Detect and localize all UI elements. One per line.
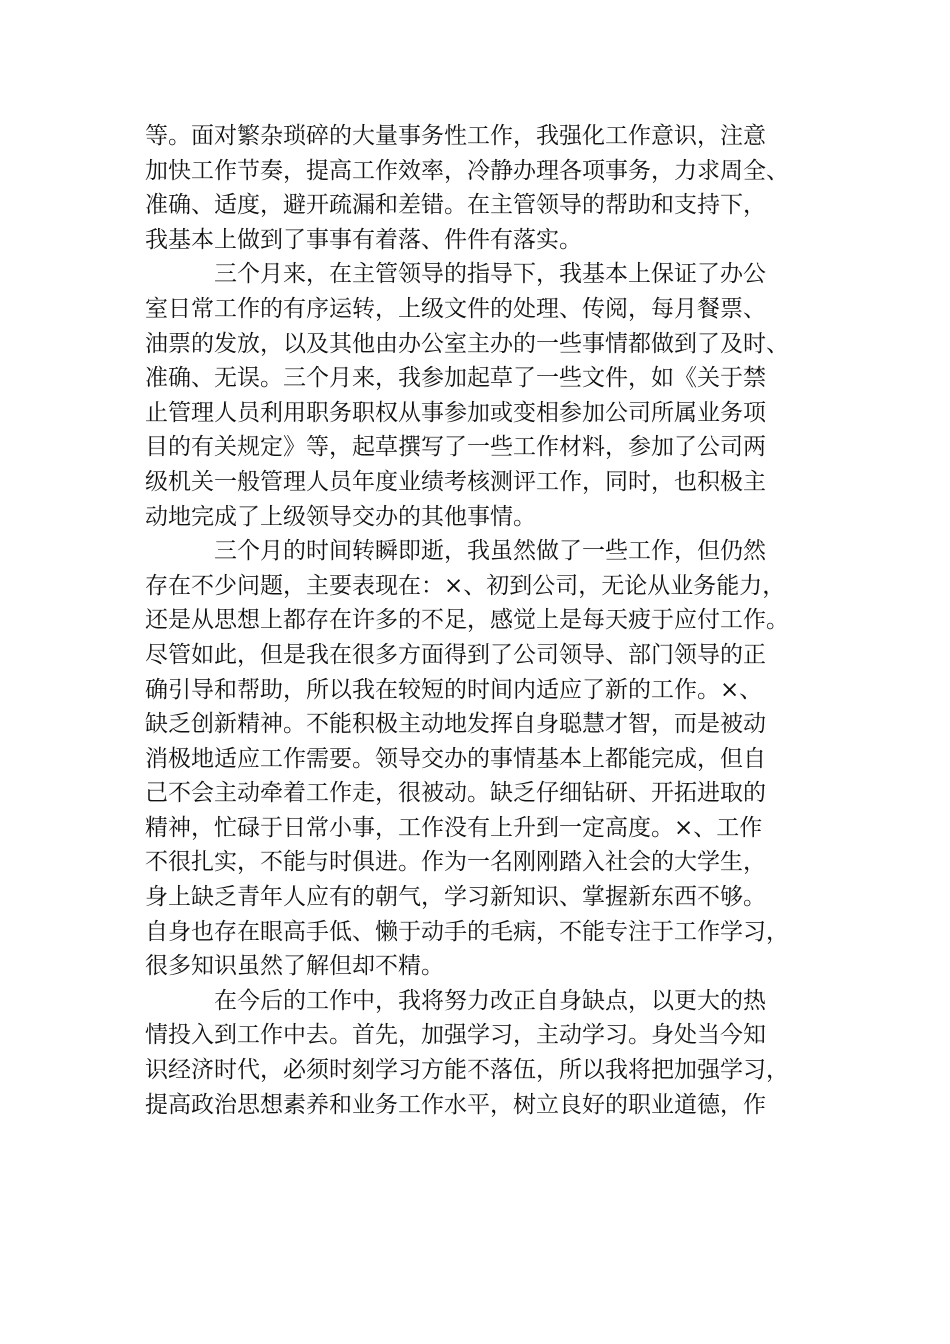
text-line: 油票的发放，以及其他由办公室主办的一些事情都做到了及时、 — [145, 330, 789, 357]
text-line: 加快工作节奏，提高工作效率，冷静办理各项事务，力求周全、 — [145, 157, 789, 184]
text-line: 目的有关规定》等，起草撰写了一些工作材料，参加了公司两 — [145, 434, 766, 461]
text-line: 身上缺乏青年人应有的朝气，学习新知识、掌握新东西不够。 — [145, 884, 766, 911]
text-line: 止管理人员利用职务职权从事参加或变相参加公司所属业务项 — [145, 399, 766, 426]
text-line: 提高政治思想素养和业务工作水平，树立良好的职业道德，作 — [145, 1091, 766, 1118]
text-line: 确引导和帮助，所以我在较短的时间内适应了新的工作。×、 — [145, 676, 763, 703]
text-line: 识经济时代，必须时刻学习方能不落伍，所以我将把加强学习， — [145, 1057, 789, 1084]
text-line: 存在不少问题，主要表现在：×、初到公司，无论从业务能力， — [145, 572, 786, 599]
text-line: 尽管如此，但是我在很多方面得到了公司领导、部门领导的正 — [145, 641, 766, 668]
text-line: 三个月的时间转瞬即逝，我虽然做了一些工作，但仍然 — [145, 538, 766, 565]
text-line: 不很扎实，不能与时俱进。作为一名刚刚踏入社会的大学生， — [145, 849, 766, 876]
text-line: 等。面对繁杂琐碎的大量事务性工作，我强化工作意识，注意 — [145, 123, 766, 149]
text-line: 级机关一般管理人员年度业绩考核测评工作，同时，也积极主 — [145, 468, 766, 495]
body-text — [145, 119, 805, 1122]
text-line: 三个月来，在主管领导的指导下，我基本上保证了办公 — [145, 261, 766, 288]
text-line: 很多知识虽然了解但却不精。 — [145, 953, 444, 980]
text-line: 消极地适应工作需要。领导交办的事情基本上都能完成，但自 — [145, 745, 766, 772]
text-line: 我基本上做到了事事有着落、件件有落实。 — [145, 226, 582, 253]
text-line: 准确、适度，避开疏漏和差错。在主管领导的帮助和支持下， — [145, 192, 766, 219]
text-line: 在今后的工作中，我将努力改正自身缺点，以更大的热 — [145, 987, 766, 1014]
text-line: 己不会主动牵着工作走，很被动。缺乏仔细钻研、开拓进取的 — [145, 780, 766, 807]
text-line: 准确、无误。三个月来，我参加起草了一些文件，如《关于禁 — [145, 365, 766, 392]
text-line: 情投入到工作中去。首先，加强学习，主动学习。身处当今知 — [145, 1022, 766, 1049]
text-line: 自身也存在眼高手低、懒于动手的毛病，不能专注于工作学习， — [145, 918, 789, 945]
text-line: 动地完成了上级领导交办的其他事情。 — [145, 503, 536, 530]
text-line: 还是从思想上都存在许多的不足，感觉上是每天疲于应付工作。 — [145, 607, 789, 634]
text-line: 精神，忙碌于日常小事，工作没有上升到一定高度。×、工作 — [145, 814, 763, 841]
text-line: 室日常工作的有序运转，上级文件的处理、传阅，每月餐票、 — [145, 295, 766, 322]
text-line: 缺乏创新精神。不能积极主动地发挥自身聪慧才智，而是被动 — [145, 711, 766, 738]
